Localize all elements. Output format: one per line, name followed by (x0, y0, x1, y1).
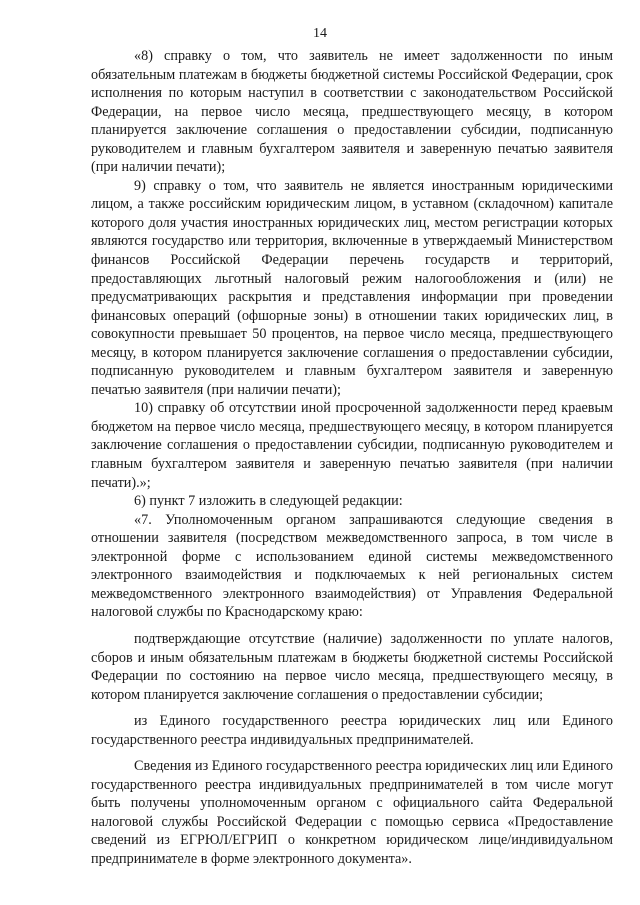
paragraph-tax-debt-info: подтверждающие отсутствие (наличие) задолженности по уплате налогов, сборов и иным обязательным платежам в бюджеты бюджетной системы Российской Федерации по состоянию на первое число месяца, предшествующего месяцу, в котором планируется заключение соглашения о предоставлении субсидии; (91, 630, 613, 703)
paragraph-amendment-6: 6) пункт 7 изложить в следующей редакции: (134, 493, 403, 510)
paragraph-item-8: «8) справку о том, что заявитель не имеет задолженности по иным обязательным платежам в бюджеты бюджетной системы Российской Федерации, срок исполнения по которым наступил в соответствии с законодательством Российской Федерации, на первое число месяца, предшествующего месяцу, в котором планируется заключение соглашения о предоставлении субсидии, подписанную руководителем и главным бухгалтером заявителя и заверенную печатью заявителя (при наличии печати); (91, 48, 613, 176)
paragraph-registry-info: из Единого государственного реестра юридических лиц или Единого государственного реестра индивидуальных предпринимателей. (91, 713, 613, 748)
page-number: 14 (313, 26, 327, 41)
paragraph-item-9: 9) справку о том, что заявитель не является иностранным юридическими лицом, а также российским юридическим лицом, в уставном (складочном) капитале которого доля участия иностранных юридических лиц, местом регистрации которых являются государство или территория, включенные в утверждаемый Министерством финансов Российской Федерации перечень государств и территорий, предоставляющих льготный налоговый режим налогообложения и (или) не предусматривающих раскрытия и представления информации при проведении финансовых операций (офшорные зоны) в отношении таких юридических лиц, в совокупности превышает 50 процентов, на первое число месяца, предшествующего месяцу, в котором планируется заключение соглашения о предоставлении субсидии, подписанную руководителем и главным бухгалтером заявителя и заверенную печатью заявителя (при наличии печати); (91, 177, 613, 398)
paragraph-item-10: 10) справку об отсутствии иной просроченной задолженности перед краевым бюджетом на первое число месяца, предшествующего месяцу, в котором планируется заключение соглашения о предоставлении субсидии, подписанную руководителем и главным бухгалтером заявителя и заверенную печатью заявителя (при наличии печати).»; (91, 400, 613, 491)
paragraph-clause-7: «7. Уполномоченным органом запрашиваются следующие сведения в отношении заявителя (посредством межведомственного запроса, в том числе в электронной форме с использованием единой системы межведомственного электронного взаимодействия и подключаемых к ней региональных систем межведомственного электронного взаимодействия) от Управления Федеральной налоговой службы по Краснодарскому краю: (91, 511, 613, 621)
document-body (91, 47, 613, 869)
paragraph-registry-online: Сведения из Единого государственного реестра юридических лиц или Единого государственного реестра индивидуальных предпринимателей в том числе могут быть получены уполномоченным органом с официального сайта Федеральной налоговой службы Российской Федерации с помощью сервиса «Предоставление сведений из ЕГРЮЛ/ЕГРИП о конкретном юридическом лице/индивидуальном предпринимателе в форме электронного документа». (91, 758, 613, 867)
